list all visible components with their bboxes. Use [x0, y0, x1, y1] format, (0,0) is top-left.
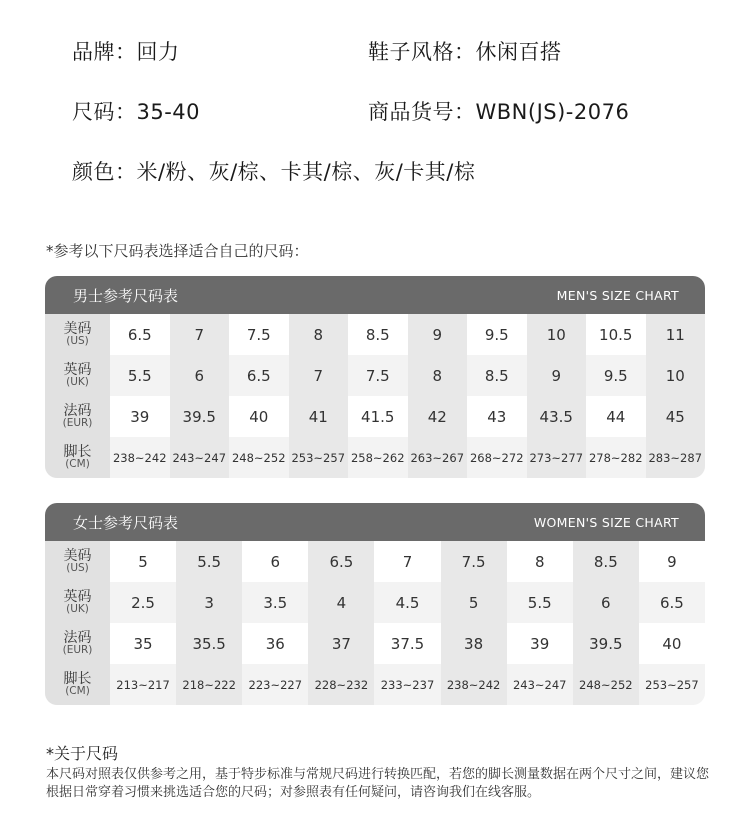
- size-cell: 38: [441, 623, 507, 664]
- size-cell: 5: [441, 582, 507, 623]
- size-cell: 213~217: [116, 677, 170, 692]
- size-cell: 283~287: [646, 437, 706, 478]
- size-cell: 6.5: [660, 593, 684, 612]
- size-cell: 253~257: [645, 677, 699, 692]
- row-label-unit: (UK): [66, 376, 89, 389]
- size-reference-note: *参考以下尺码表选择适合自己的尺码：: [46, 242, 309, 260]
- size-cell: 7: [170, 314, 230, 355]
- style-info: 鞋子风格：休闲百搭: [368, 40, 562, 64]
- size-cell: 10.5: [599, 325, 633, 344]
- row-label-main: 美码: [63, 547, 92, 564]
- size-cell: 9: [408, 314, 468, 355]
- women-size-chart: [45, 503, 705, 705]
- size-cell: 35.5: [176, 623, 242, 664]
- row-label-main: 脚长: [63, 670, 92, 687]
- row-label: [45, 355, 110, 396]
- about-size-title: *关于尺码: [46, 744, 119, 763]
- size-cell: 40: [662, 634, 682, 653]
- size-row: [45, 541, 705, 582]
- size-cell: 268~272: [469, 450, 524, 465]
- women-chart-table: [45, 541, 705, 705]
- size-cell: 6: [573, 582, 639, 623]
- size-cell: 39: [130, 407, 150, 426]
- size-row: [45, 437, 705, 478]
- row-label-unit: (CM): [65, 685, 90, 698]
- size-cell: 5.5: [527, 593, 552, 612]
- row-label-unit: (EUR): [62, 417, 93, 430]
- size-cell: 3: [176, 582, 242, 623]
- size-cell: 44: [606, 407, 626, 426]
- size-cell: 8.5: [365, 325, 390, 344]
- size-info: 尺码：35-40: [72, 100, 201, 124]
- size-cell: 7.5: [441, 541, 507, 582]
- row-label: [45, 582, 110, 623]
- size-cell: 8.5: [573, 541, 639, 582]
- size-cell: 8: [534, 552, 545, 571]
- size-cell: 2.5: [131, 593, 155, 612]
- size-cell: 41: [289, 396, 349, 437]
- size-cell: 263~267: [408, 437, 468, 478]
- row-label-unit: (US): [66, 562, 89, 575]
- size-cell: 7.5: [246, 325, 271, 344]
- size-cell: 243~247: [512, 677, 567, 692]
- size-cell: 39: [530, 634, 550, 653]
- row-label: [45, 396, 110, 437]
- size-cell: 3.5: [263, 593, 288, 612]
- size-cell: 10: [527, 314, 587, 355]
- size-cell: 238~242: [112, 450, 167, 465]
- row-label: [45, 437, 110, 478]
- men-chart-table: [45, 314, 705, 478]
- size-cell: 40: [249, 407, 269, 426]
- size-row: [45, 355, 705, 396]
- brand-info: 品牌：回力: [72, 40, 180, 64]
- size-cell: 248~252: [231, 450, 286, 465]
- men-chart-header: [45, 276, 705, 314]
- size-cell: 8: [289, 314, 349, 355]
- men-chart-title: 男士参考尺码表: [73, 286, 179, 305]
- women-chart-title-en: WOMEN'S SIZE CHART: [533, 514, 679, 530]
- women-chart-title: 女士参考尺码表: [73, 513, 179, 532]
- size-cell: 9: [527, 355, 587, 396]
- colors-info: 颜色：米/粉、灰/棕、卡其/棕、灰/卡其/棕: [72, 160, 476, 184]
- size-cell: 238~242: [441, 664, 507, 705]
- size-cell: 6.5: [246, 366, 271, 385]
- row-label-main: 美码: [63, 320, 92, 337]
- men-size-chart: [45, 276, 705, 478]
- size-cell: 218~222: [176, 664, 242, 705]
- size-cell: 36: [265, 634, 285, 653]
- size-cell: 248~252: [573, 664, 639, 705]
- sku-info: 商品货号：WBN(JS)-2076: [368, 100, 630, 124]
- row-label-unit: (EUR): [62, 644, 93, 657]
- size-cell: 233~237: [380, 677, 435, 692]
- size-cell: 37.5: [390, 634, 425, 653]
- size-cell: 8: [408, 355, 468, 396]
- size-cell: 41.5: [361, 407, 395, 426]
- row-label: [45, 623, 110, 664]
- size-cell: 7: [289, 355, 349, 396]
- size-cell: 43.5: [527, 396, 587, 437]
- men-chart-title-en: MEN'S SIZE CHART: [556, 287, 679, 303]
- size-row: [45, 314, 705, 355]
- size-cell: 6: [170, 355, 230, 396]
- size-cell: 39.5: [573, 623, 639, 664]
- row-label-unit: (CM): [65, 458, 90, 471]
- size-cell: 6.5: [127, 325, 152, 344]
- size-row: [45, 396, 705, 437]
- row-label-unit: (US): [66, 335, 89, 348]
- row-label: [45, 664, 110, 705]
- row-label: [45, 541, 110, 582]
- size-cell: 273~277: [527, 437, 587, 478]
- size-cell: 9.5: [484, 325, 509, 344]
- size-cell: 37: [308, 623, 374, 664]
- size-cell: 228~232: [308, 664, 374, 705]
- row-label: [45, 314, 110, 355]
- size-cell: 42: [408, 396, 468, 437]
- size-cell: 43: [487, 407, 507, 426]
- size-cell: 6: [270, 552, 281, 571]
- row-label-main: 英码: [63, 361, 92, 378]
- row-label-main: 英码: [63, 588, 92, 605]
- size-cell: 8.5: [484, 366, 509, 385]
- size-cell: 6.5: [308, 541, 374, 582]
- size-cell: 45: [646, 396, 706, 437]
- size-cell: 5.5: [176, 541, 242, 582]
- women-chart-header: [45, 503, 705, 541]
- size-cell: 39.5: [170, 396, 230, 437]
- size-cell: 5: [138, 552, 148, 571]
- size-cell: 9: [667, 552, 677, 571]
- size-row: [45, 664, 705, 705]
- size-cell: 4: [308, 582, 374, 623]
- size-row: [45, 582, 705, 623]
- size-cell: 278~282: [588, 450, 643, 465]
- size-cell: 11: [646, 314, 706, 355]
- size-cell: 9.5: [603, 366, 628, 385]
- row-label-main: 法码: [63, 402, 92, 419]
- row-label-main: 脚长: [63, 443, 92, 460]
- size-cell: 223~227: [248, 677, 303, 692]
- size-cell: 253~257: [289, 437, 349, 478]
- row-label-unit: (UK): [66, 603, 89, 616]
- size-cell: 35: [133, 634, 153, 653]
- size-cell: 7: [402, 552, 413, 571]
- size-cell: 258~262: [350, 450, 405, 465]
- size-cell: 243~247: [170, 437, 230, 478]
- row-label-main: 法码: [63, 629, 92, 646]
- size-cell: 10: [646, 355, 706, 396]
- about-size-text: 本尺码对照表仅供参考之用，基于特步标准与常规尺码进行转换匹配，若您的脚长测量数据在两个尺寸之间，建议您根据日常穿着习惯来挑选适合您的尺码；对参照表有任何疑问，请咨询我们在线客服。: [46, 767, 710, 800]
- size-cell: 5.5: [127, 366, 152, 385]
- size-row: [45, 623, 705, 664]
- size-cell: 7.5: [365, 366, 390, 385]
- size-cell: 4.5: [395, 593, 420, 612]
